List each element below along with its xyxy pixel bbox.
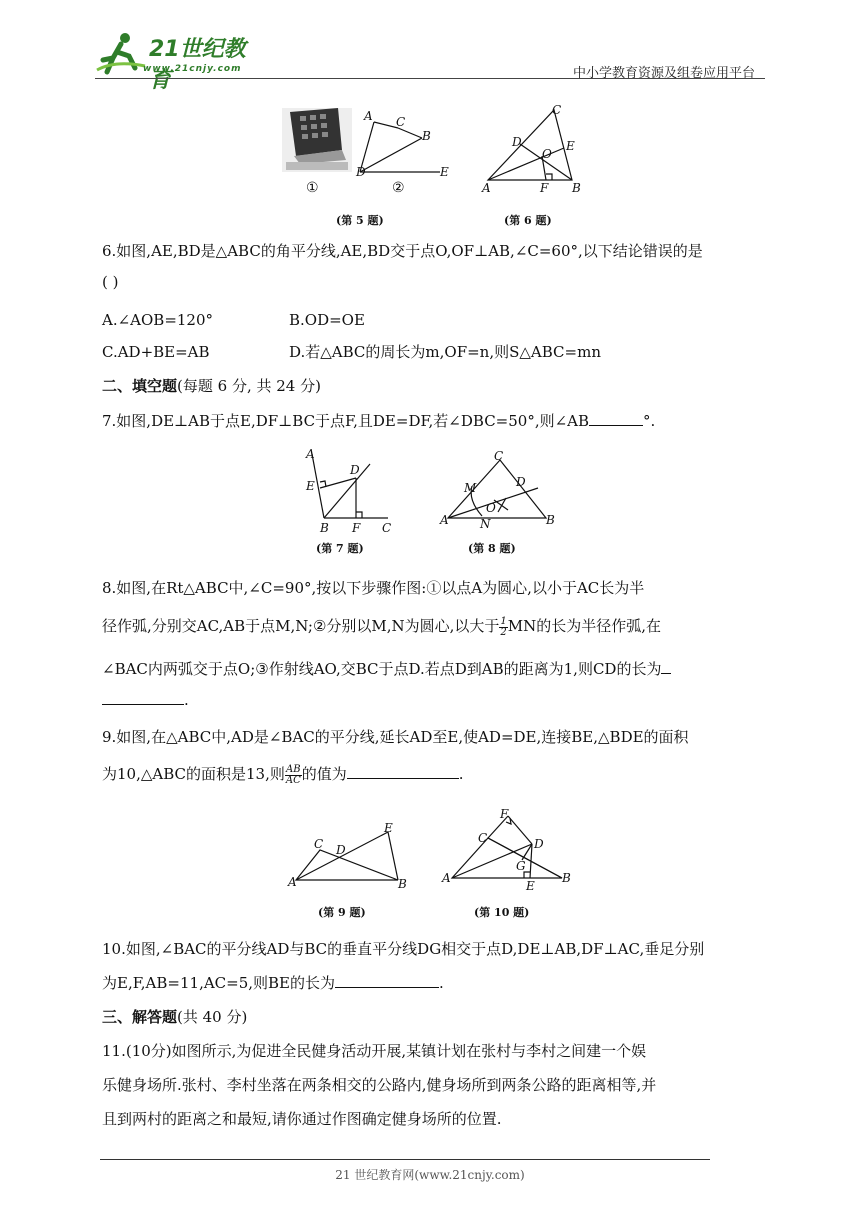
q9-fraction [285,765,302,786]
header-divider [95,78,765,79]
fig5-label-2: ② [392,180,405,196]
svg-text:A: A [288,875,297,889]
triangle-abc-9 [296,832,398,880]
svg-text:O: O [542,147,552,161]
q9-line-2a: 为10,△ABC的面积是13,则 [102,765,285,783]
q8-answer-blank[interactable] [102,690,184,705]
section-2-note: (每题 6 分, 共 24 分) [177,377,321,395]
q10-line-2-text: 为E,F,AB=11,AC=5,则BE的长为 [102,974,335,992]
q7-answer-blank[interactable] [589,411,643,426]
fig10-caption: (第 10 题) [474,906,530,919]
figure-9 [286,818,416,926]
svg-text:M: M [464,481,477,495]
q8-answer-blank-start[interactable] [661,659,671,674]
svg-text:F: F [500,808,509,821]
runner-logo-icon [95,30,147,76]
svg-text:E: E [526,879,535,893]
fig5-caption: (第 5 题) [336,214,384,227]
svg-text:F: F [540,181,549,195]
figure-7 [300,448,400,560]
q11-line-2: 乐健身场所.张村、李村坐落在两条相交的公路内,健身场所到两条公路的距离相等,并 [102,1076,657,1094]
svg-text:C: C [552,103,562,117]
svg-text:E: E [384,821,393,835]
svg-text:F: F [352,521,361,535]
question-7 [102,411,762,431]
figure-10 [438,808,578,926]
q6-option-c: C.AD+BE=AB [102,343,210,361]
svg-text:B: B [562,871,571,885]
figure-8 [438,448,568,560]
q11-line-1: 11.(10分)如图所示,为促进全民健身活动开展,某镇计划在张村与李村之间建一个娱 [102,1042,647,1060]
svg-text:A: A [442,871,451,885]
triangle-abc-10 [452,816,562,878]
q8-line-1: 8.如图,在Rt△ABC中,∠C=90°,按以下步骤作图:①以点A为圆心,以小于AC长为半 [102,579,645,597]
logo [95,30,265,93]
svg-text:B: B [422,129,431,143]
fig9-caption: (第 9 题) [318,906,366,919]
q9-line-1: 9.如图,在△ABC中,AD是∠BAC的平分线,延长AD至E,使AD=DE,连接BE,△BDE的面积 [102,728,689,746]
q10-answer-blank[interactable] [335,973,439,988]
logo-text: 21世纪教育 [149,37,246,93]
q9-end: . [458,765,464,783]
svg-text:A: A [482,181,491,195]
q6-option-a: A.∠AOB=120° [102,311,214,329]
svg-text:D: D [336,843,346,857]
q8-frac-numerator: 1 [500,615,507,627]
q8-fraction [499,617,507,638]
fig5-label-1: ① [306,180,319,196]
platform-name: 中小学教育资源及组卷应用平台 [572,66,755,81]
svg-text:B: B [320,521,329,535]
svg-text:B: B [546,513,555,527]
svg-text:E: E [566,139,575,153]
svg-text:A: A [440,513,449,527]
q6-option-d: D.若△ABC的周长为m,OF=n,则S△ABC=mn [289,343,601,361]
page-footer: 21 世纪教育网(www.21cnjy.com) [335,1168,525,1182]
svg-text:E: E [306,479,315,493]
q9-line-2 [102,764,762,786]
q10-end: . [439,974,444,992]
q11-line-3: 且到两村的距离之和最短,请你通过作图确定健身场所的位置. [102,1110,502,1128]
q8-line-3 [102,659,762,679]
svg-text:D: D [516,475,526,489]
fig6-caption: (第 6 题) [504,214,552,227]
svg-text:D: D [350,463,360,477]
q8-line-3-text: ∠BAC内两弧交于点O;③作射线AO,交BC于点D.若点D到AB的距离为1,则CD的长为 [102,660,662,678]
q9-line-2b: 的值为 [301,765,347,783]
svg-text:C: C [382,521,392,535]
q8-line-2a: 径作弧,分别交AC,AB于点M,N;②分别以M,N为圆心,以大于 [102,617,500,635]
svg-text:N: N [480,517,491,531]
svg-text:D: D [356,165,366,179]
question-6-paren: ( ) [102,273,119,291]
svg-text:A: A [364,109,373,123]
footer-divider [100,1159,710,1160]
triangle-abc-6 [488,110,572,180]
question-6-stem: 6.如图,AE,BD是△ABC的角平分线,AE,BD交于点O,OF⊥AB,∠C=60°,以下结论错误的是 [102,242,703,260]
q8-line-2b: MN的长为半径作弧,在 [507,617,662,635]
q10-line-1: 10.如图,∠BAC的平分线AD与BC的垂直平分线DG相交于点D,DE⊥AB,DF⊥AC,垂足分别 [102,940,705,958]
svg-text:C: C [396,115,406,129]
svg-text:A: A [306,448,315,461]
logo-url: www.21cnjy.com [143,64,242,74]
section-2-heading [102,376,762,396]
q7-end: °. [643,412,656,430]
svg-text:D: D [534,837,544,851]
tablet-stand-photo [282,108,352,172]
q9-frac-numerator: AB [286,763,301,775]
fig7-caption: (第 7 题) [316,542,364,555]
q9-answer-blank[interactable] [347,764,459,779]
q8-end: . [184,691,189,709]
q9-frac-denominator: AC [285,774,301,786]
svg-text:B: B [398,877,407,891]
figure-6 [480,100,600,230]
svg-text:O: O [486,501,496,515]
q10-line-2 [102,973,762,993]
q8-line-2 [102,616,762,638]
svg-text:C: C [494,449,504,463]
section-2-title: 二、填空题 [102,377,178,395]
svg-text:C: C [478,831,488,845]
triangle-abc-8 [448,460,546,518]
svg-text:C: C [314,837,324,851]
svg-text:G: G [516,859,526,873]
svg-text:E: E [440,165,449,179]
section-3-note: (共 40 分) [177,1008,248,1026]
page-header [95,30,765,93]
q6-option-b: B.OD=OE [289,311,365,329]
section-3-title: 三、解答题 [102,1008,178,1026]
figure-5 [280,100,460,230]
q7-text: 7.如图,DE⊥AB于点E,DF⊥BC于点F,且DE=DF,若∠DBC=50°,则∠AB [102,412,590,430]
fig8-caption: (第 8 题) [468,542,516,555]
section-3-heading [102,1007,762,1027]
q8-line-4 [102,690,762,710]
svg-text:B: B [572,181,581,195]
svg-text:D: D [512,135,522,149]
q8-frac-denominator: 2 [500,626,507,638]
